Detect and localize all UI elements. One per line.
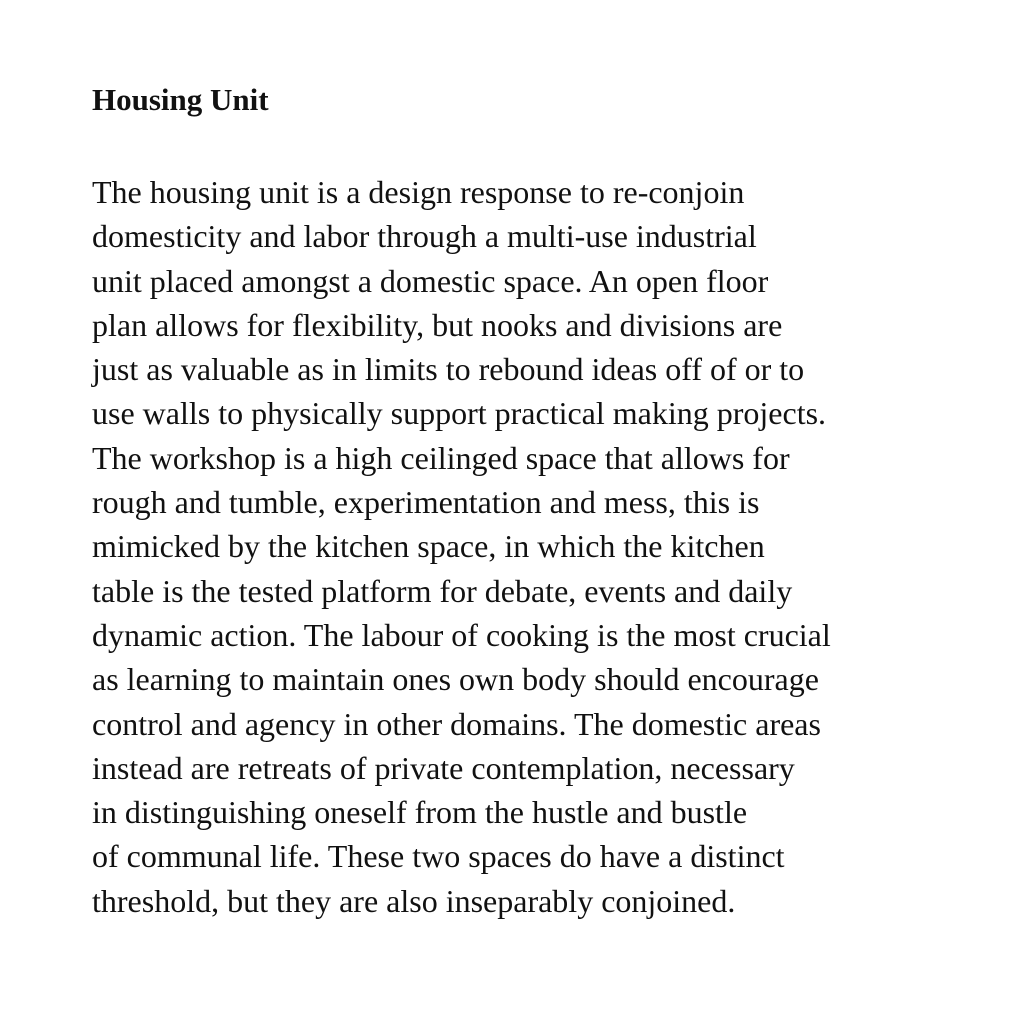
body-line: The workshop is a high ceilinged space that allows for xyxy=(92,439,790,476)
body-line: in distinguishing oneself from the hustle and bustle xyxy=(92,794,748,831)
body-line: instead are retreats of private contemplation, necessary xyxy=(92,749,795,786)
document-body xyxy=(92,170,972,923)
body-line: dynamic action. The labour of cooking is the most crucial xyxy=(92,616,831,653)
body-line: rough and tumble, experimentation and mess, this is xyxy=(92,484,760,521)
body-line: The housing unit is a design response to re-conjoin xyxy=(92,174,745,210)
body-line: of communal life. These two spaces do have a distinct xyxy=(92,838,785,875)
body-line: threshold, but they are also inseparably conjoined. xyxy=(92,882,736,919)
body-line: unit placed amongst a domestic space. An open floor xyxy=(92,262,769,299)
body-line: plan allows for flexibility, but nooks and divisions are xyxy=(92,306,783,343)
body-line: table is the tested platform for debate, events and daily xyxy=(92,572,793,609)
document-title: Housing Unit xyxy=(92,82,269,117)
body-line: use walls to physically support practical making projects. xyxy=(92,395,827,432)
body-line: mimicked by the kitchen space, in which the kitchen xyxy=(92,528,765,565)
body-line: just as valuable as in limits to rebound ideas off of or to xyxy=(92,351,805,388)
body-line: control and agency in other domains. The domestic areas xyxy=(92,705,821,742)
body-line: as learning to maintain ones own body should encourage xyxy=(92,661,819,698)
body-line: domesticity and labor through a multi-use industrial xyxy=(92,218,757,255)
